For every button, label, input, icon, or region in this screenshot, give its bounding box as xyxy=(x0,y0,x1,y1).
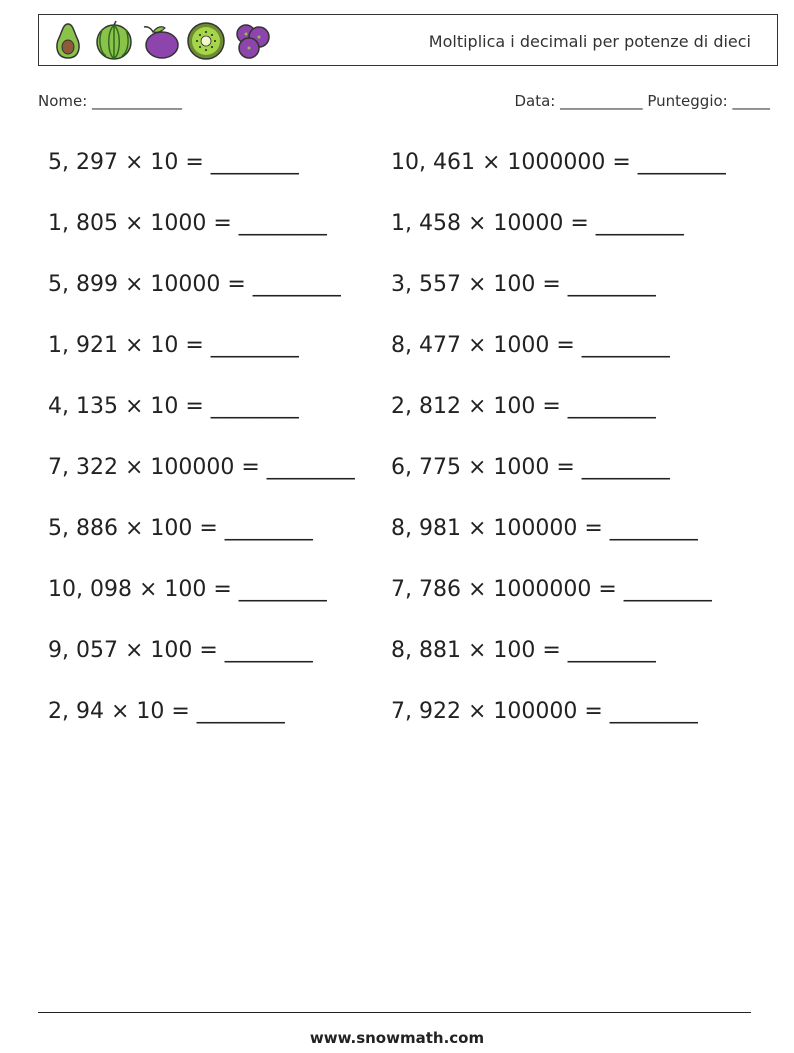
problem-left-9: 9, 057 × 100 = ________ xyxy=(48,638,313,663)
fruit-icon-row xyxy=(47,20,273,62)
problem-right-6: 6, 775 × 1000 = ________ xyxy=(391,455,670,480)
worksheet-title: Moltiplica i decimali per potenze di dieci xyxy=(428,32,751,51)
problem-left-8: 10, 098 × 100 = ________ xyxy=(48,577,327,602)
problem-left-5: 4, 135 × 10 = ________ xyxy=(48,394,299,419)
problem-right-4: 8, 477 × 1000 = ________ xyxy=(391,333,670,358)
name-field-label: Nome: ____________ xyxy=(38,92,183,110)
problem-right-1: 10, 461 × 1000000 = ________ xyxy=(391,150,726,175)
date-score-field-label: Data: ___________ Punteggio: _____ xyxy=(514,92,770,110)
problem-left-10: 2, 94 × 10 = ________ xyxy=(48,699,285,724)
avocado-icon xyxy=(47,20,89,62)
worksheet-header xyxy=(38,14,778,66)
kiwi-icon xyxy=(185,20,227,62)
footer-divider xyxy=(38,1012,751,1013)
problem-left-3: 5, 899 × 10000 = ________ xyxy=(48,272,341,297)
problem-right-8: 7, 786 × 1000000 = ________ xyxy=(391,577,712,602)
plum-icon xyxy=(139,20,181,62)
problem-left-4: 1, 921 × 10 = ________ xyxy=(48,333,299,358)
problem-right-7: 8, 981 × 100000 = ________ xyxy=(391,516,698,541)
footer-url: www.snowmath.com xyxy=(309,1029,485,1047)
problem-left-2: 1, 805 × 1000 = ________ xyxy=(48,211,327,236)
problem-left-6: 7, 322 × 100000 = ________ xyxy=(48,455,355,480)
problem-right-10: 7, 922 × 100000 = ________ xyxy=(391,699,698,724)
problem-right-3: 3, 557 × 100 = ________ xyxy=(391,272,656,297)
problem-left-7: 5, 886 × 100 = ________ xyxy=(48,516,313,541)
problem-right-2: 1, 458 × 10000 = ________ xyxy=(391,211,684,236)
problem-left-1: 5, 297 × 10 = ________ xyxy=(48,150,299,175)
problem-right-5: 2, 812 × 100 = ________ xyxy=(391,394,656,419)
grapes-icon xyxy=(231,20,273,62)
problem-right-9: 8, 881 × 100 = ________ xyxy=(391,638,656,663)
watermelon-icon xyxy=(93,20,135,62)
